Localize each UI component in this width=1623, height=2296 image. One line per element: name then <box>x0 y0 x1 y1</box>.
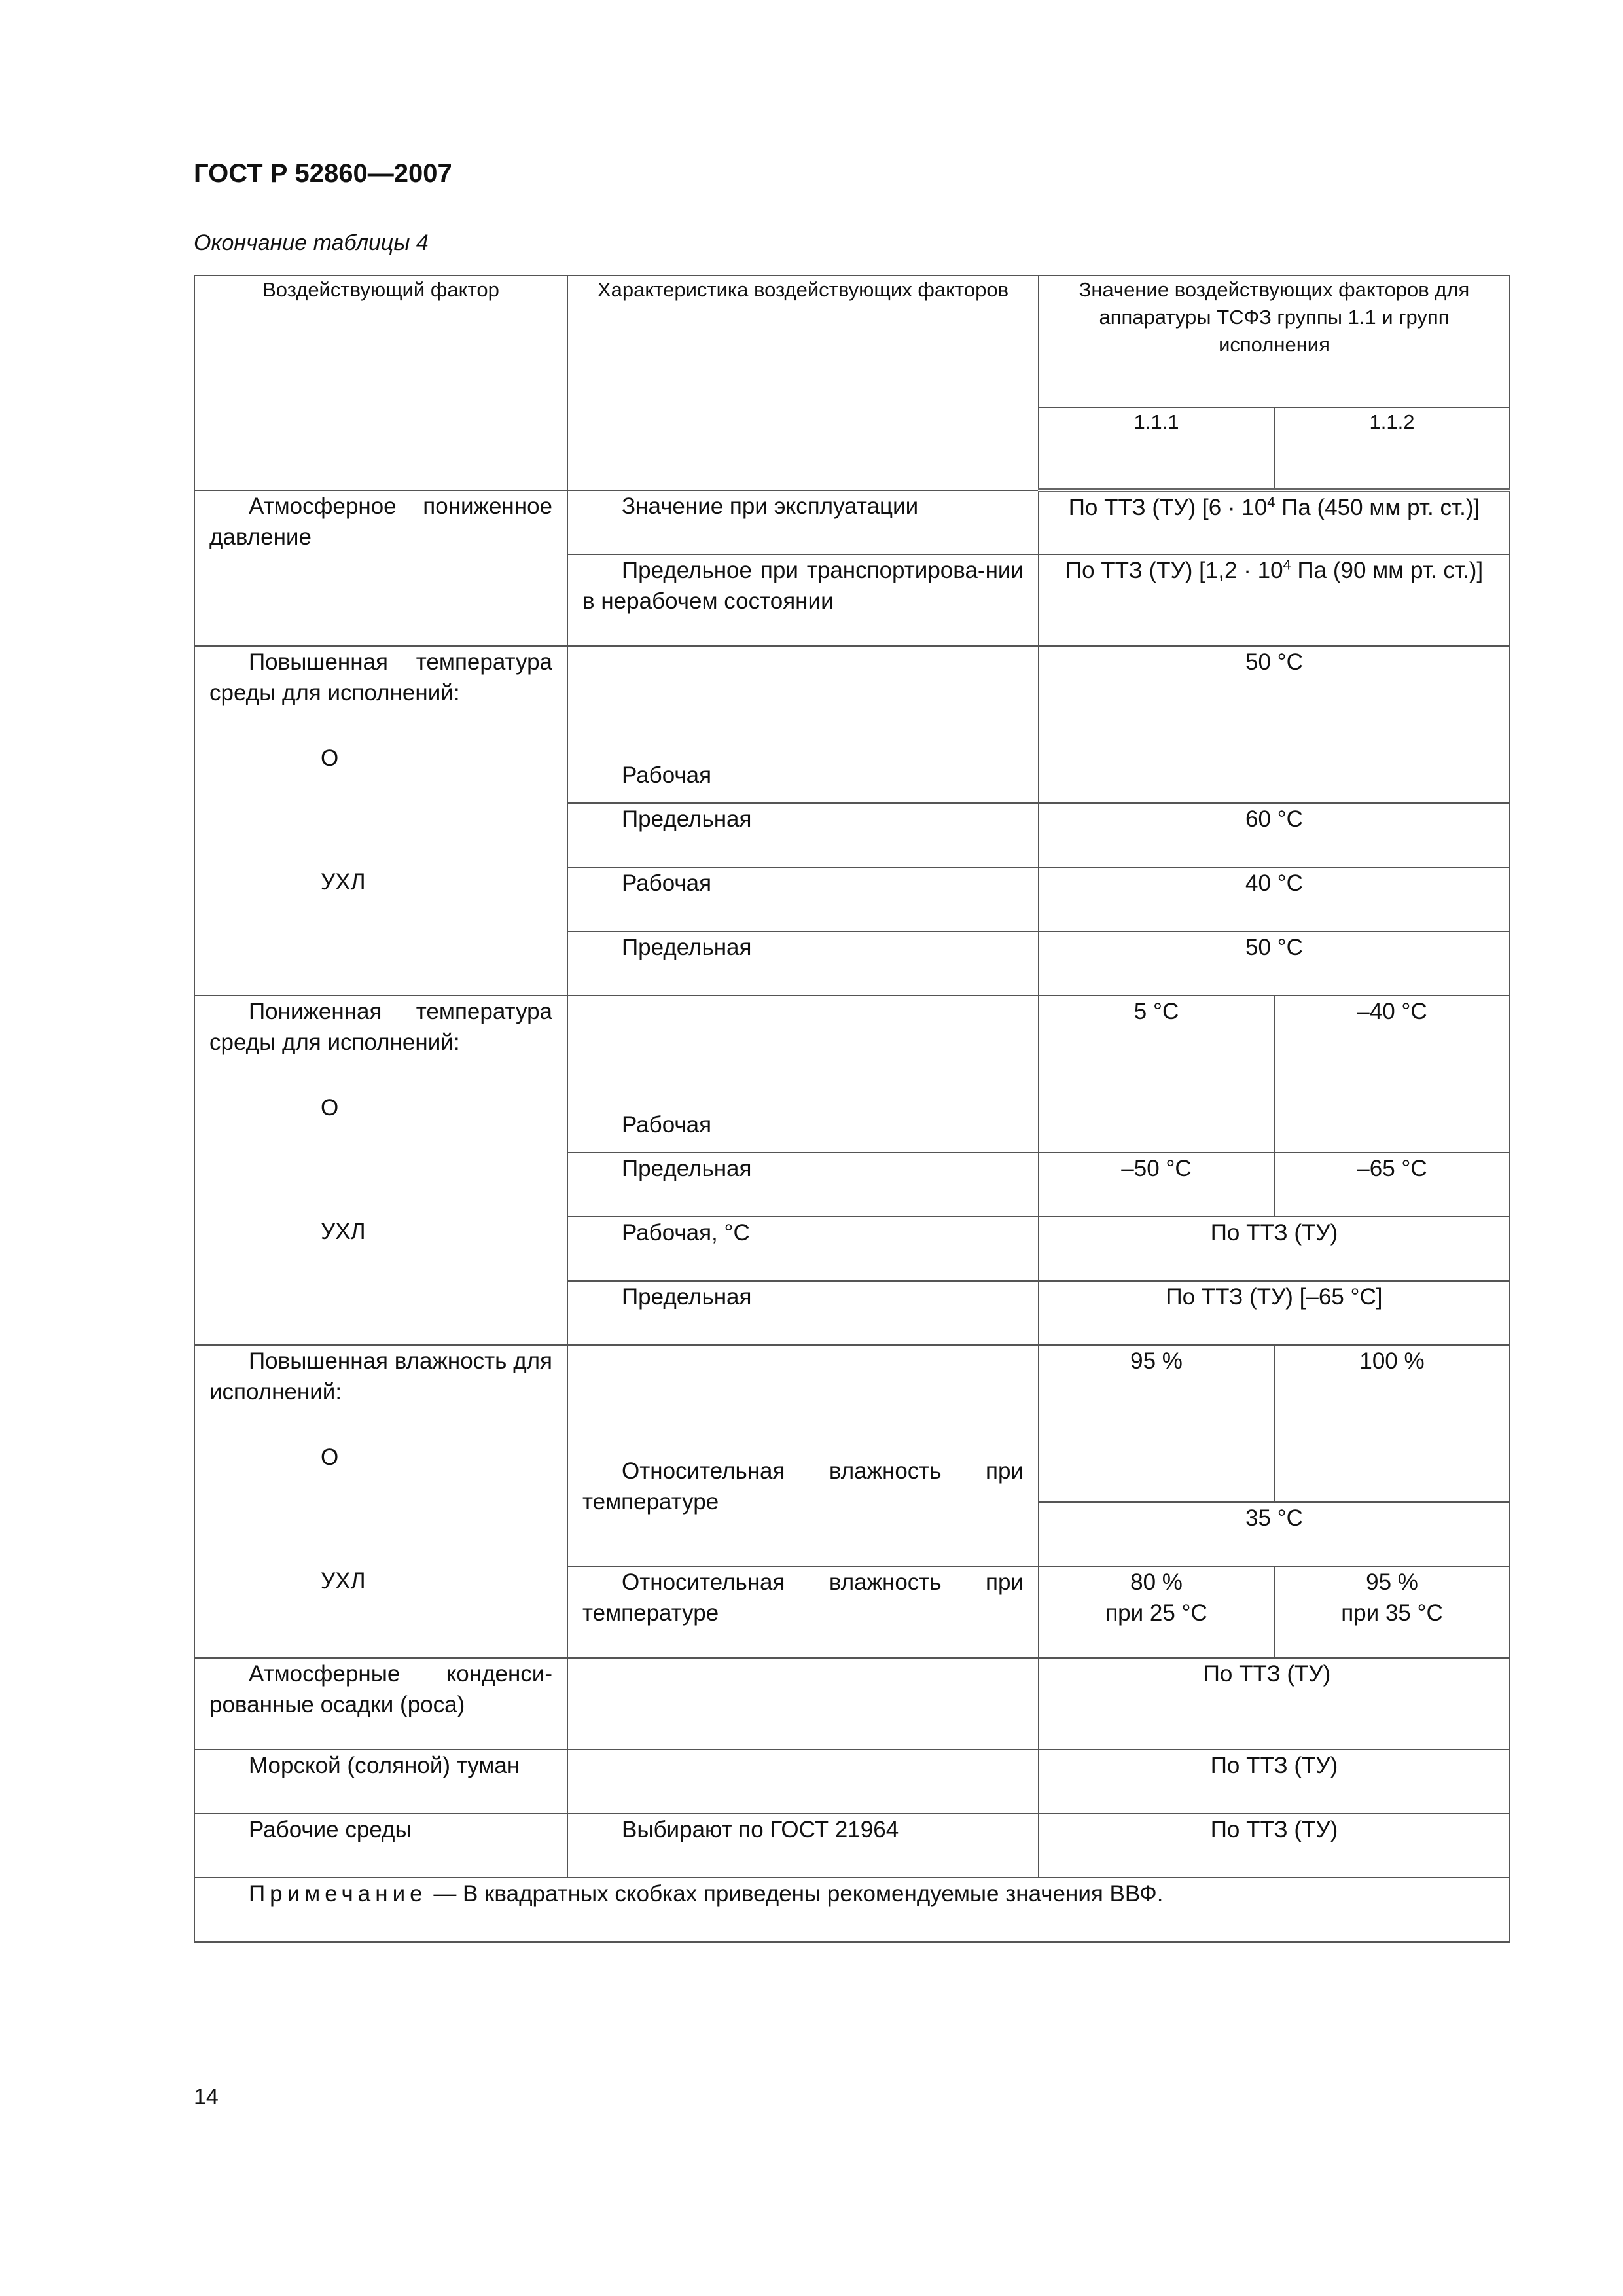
factor-humidity: Повышенная влажность для исполнений: О УХЛ <box>194 1345 567 1658</box>
value-cell: 50 °С <box>1039 931 1510 996</box>
value-cell: 5 °С <box>1039 996 1274 1153</box>
factor-media: Рабочие среды <box>194 1814 567 1878</box>
value-cell: По ТТЗ (ТУ) [–65 °С] <box>1039 1281 1510 1345</box>
characteristic-cell <box>567 1658 1039 1749</box>
value-cell: –40 °С <box>1274 996 1510 1153</box>
characteristic-cell: Предельная <box>567 931 1039 996</box>
header-row <box>194 276 1510 408</box>
col-header-values: Значение воздействующих факторов для аппаратуры ТСФЗ группы 1.1 и групп исполнения <box>1039 276 1510 408</box>
factor-high-temperature: Повышенная температура среды для исполнений: О УХЛ <box>194 646 567 996</box>
value-cell: По ТТЗ (ТУ) [$6 \cdot 10^4$ Па (450 мм рт. ст.)] <box>1039 490 1510 554</box>
value-cell: –50 °С <box>1039 1153 1274 1217</box>
characteristic-cell: Предельная <box>567 1153 1039 1217</box>
value-cell: 100 % <box>1274 1345 1510 1502</box>
value-cell: 95 % <box>1039 1345 1274 1502</box>
col-header-characteristic: Характеристика воздействующих факторов <box>567 276 1039 490</box>
factor-low-temperature: Пониженная температура среды для исполнений: О УХЛ <box>194 996 567 1345</box>
table-row <box>194 1658 1510 1749</box>
characteristic-cell: Предельная <box>567 1281 1039 1345</box>
value-cell: По ТТЗ (ТУ) <box>1039 1749 1510 1814</box>
characteristic-cell: Рабочая, °С <box>567 1217 1039 1281</box>
characteristic-cell: Предельная <box>567 803 1039 867</box>
characteristic-cell: Рабочая <box>567 646 1039 803</box>
value-cell: По ТТЗ (ТУ) <box>1039 1658 1510 1749</box>
table-row <box>194 1345 1510 1502</box>
document-header: ГОСТ Р 52860—2007 <box>194 159 452 188</box>
table-row <box>194 1749 1510 1814</box>
characteristic-cell: Выбирают по ГОСТ 21964 <box>567 1814 1039 1878</box>
value-cell: 50 °С <box>1039 646 1510 803</box>
page-number: 14 <box>194 2085 219 2109</box>
col-header-factor: Воздействующий фактор <box>194 276 567 490</box>
note-cell <box>194 1878 1510 1942</box>
value-cell: 80 % при 25 °С <box>1039 1566 1274 1658</box>
table-row <box>194 1814 1510 1878</box>
value-cell: 60 °С <box>1039 803 1510 867</box>
characteristic-cell: Рабочая <box>567 996 1039 1153</box>
note-label: Примечание <box>249 1881 427 1907</box>
value-cell: По ТТЗ (ТУ) <box>1039 1217 1510 1281</box>
table-row <box>194 996 1510 1153</box>
factor-pressure: Атмосферное пониженное давление <box>194 490 567 646</box>
value-cell: 40 °С <box>1039 867 1510 931</box>
table-caption: Окончание таблицы 4 <box>194 230 429 255</box>
characteristic-cell: Предельное при транспортирова-нии в нерабочем состоянии <box>567 554 1039 646</box>
characteristic-cell: Значение при эксплуатации <box>567 490 1039 554</box>
table-row <box>194 490 1510 554</box>
characteristic-cell: Рабочая <box>567 867 1039 931</box>
value-cell: 95 % при 35 °С <box>1274 1566 1510 1658</box>
value-cell: 35 °С <box>1039 1502 1510 1566</box>
factor-fog: Морской (соляной) туман <box>194 1749 567 1814</box>
characteristic-cell: Относительная влажность при температуре <box>567 1566 1039 1658</box>
value-cell: По ТТЗ (ТУ) [$1,2 \cdot 10^4$ Па (90 мм рт. ст.)] <box>1039 554 1510 646</box>
table-row <box>194 646 1510 803</box>
characteristic-cell <box>567 1749 1039 1814</box>
characteristic-cell: Относительная влажность при температуре <box>567 1345 1039 1566</box>
factor-dew: Атмосферные конденси-рованные осадки (роса) <box>194 1658 567 1749</box>
note-text: — В квадратных скобках приведены рекомендуемые значения ВВФ. <box>427 1881 1164 1907</box>
factors-table <box>194 275 1510 1943</box>
value-cell: По ТТЗ (ТУ) <box>1039 1814 1510 1878</box>
note-row <box>194 1878 1510 1942</box>
subheader-1-1-2: 1.1.2 <box>1274 408 1510 490</box>
subheader-1-1-1: 1.1.1 <box>1039 408 1274 490</box>
value-cell: –65 °С <box>1274 1153 1510 1217</box>
